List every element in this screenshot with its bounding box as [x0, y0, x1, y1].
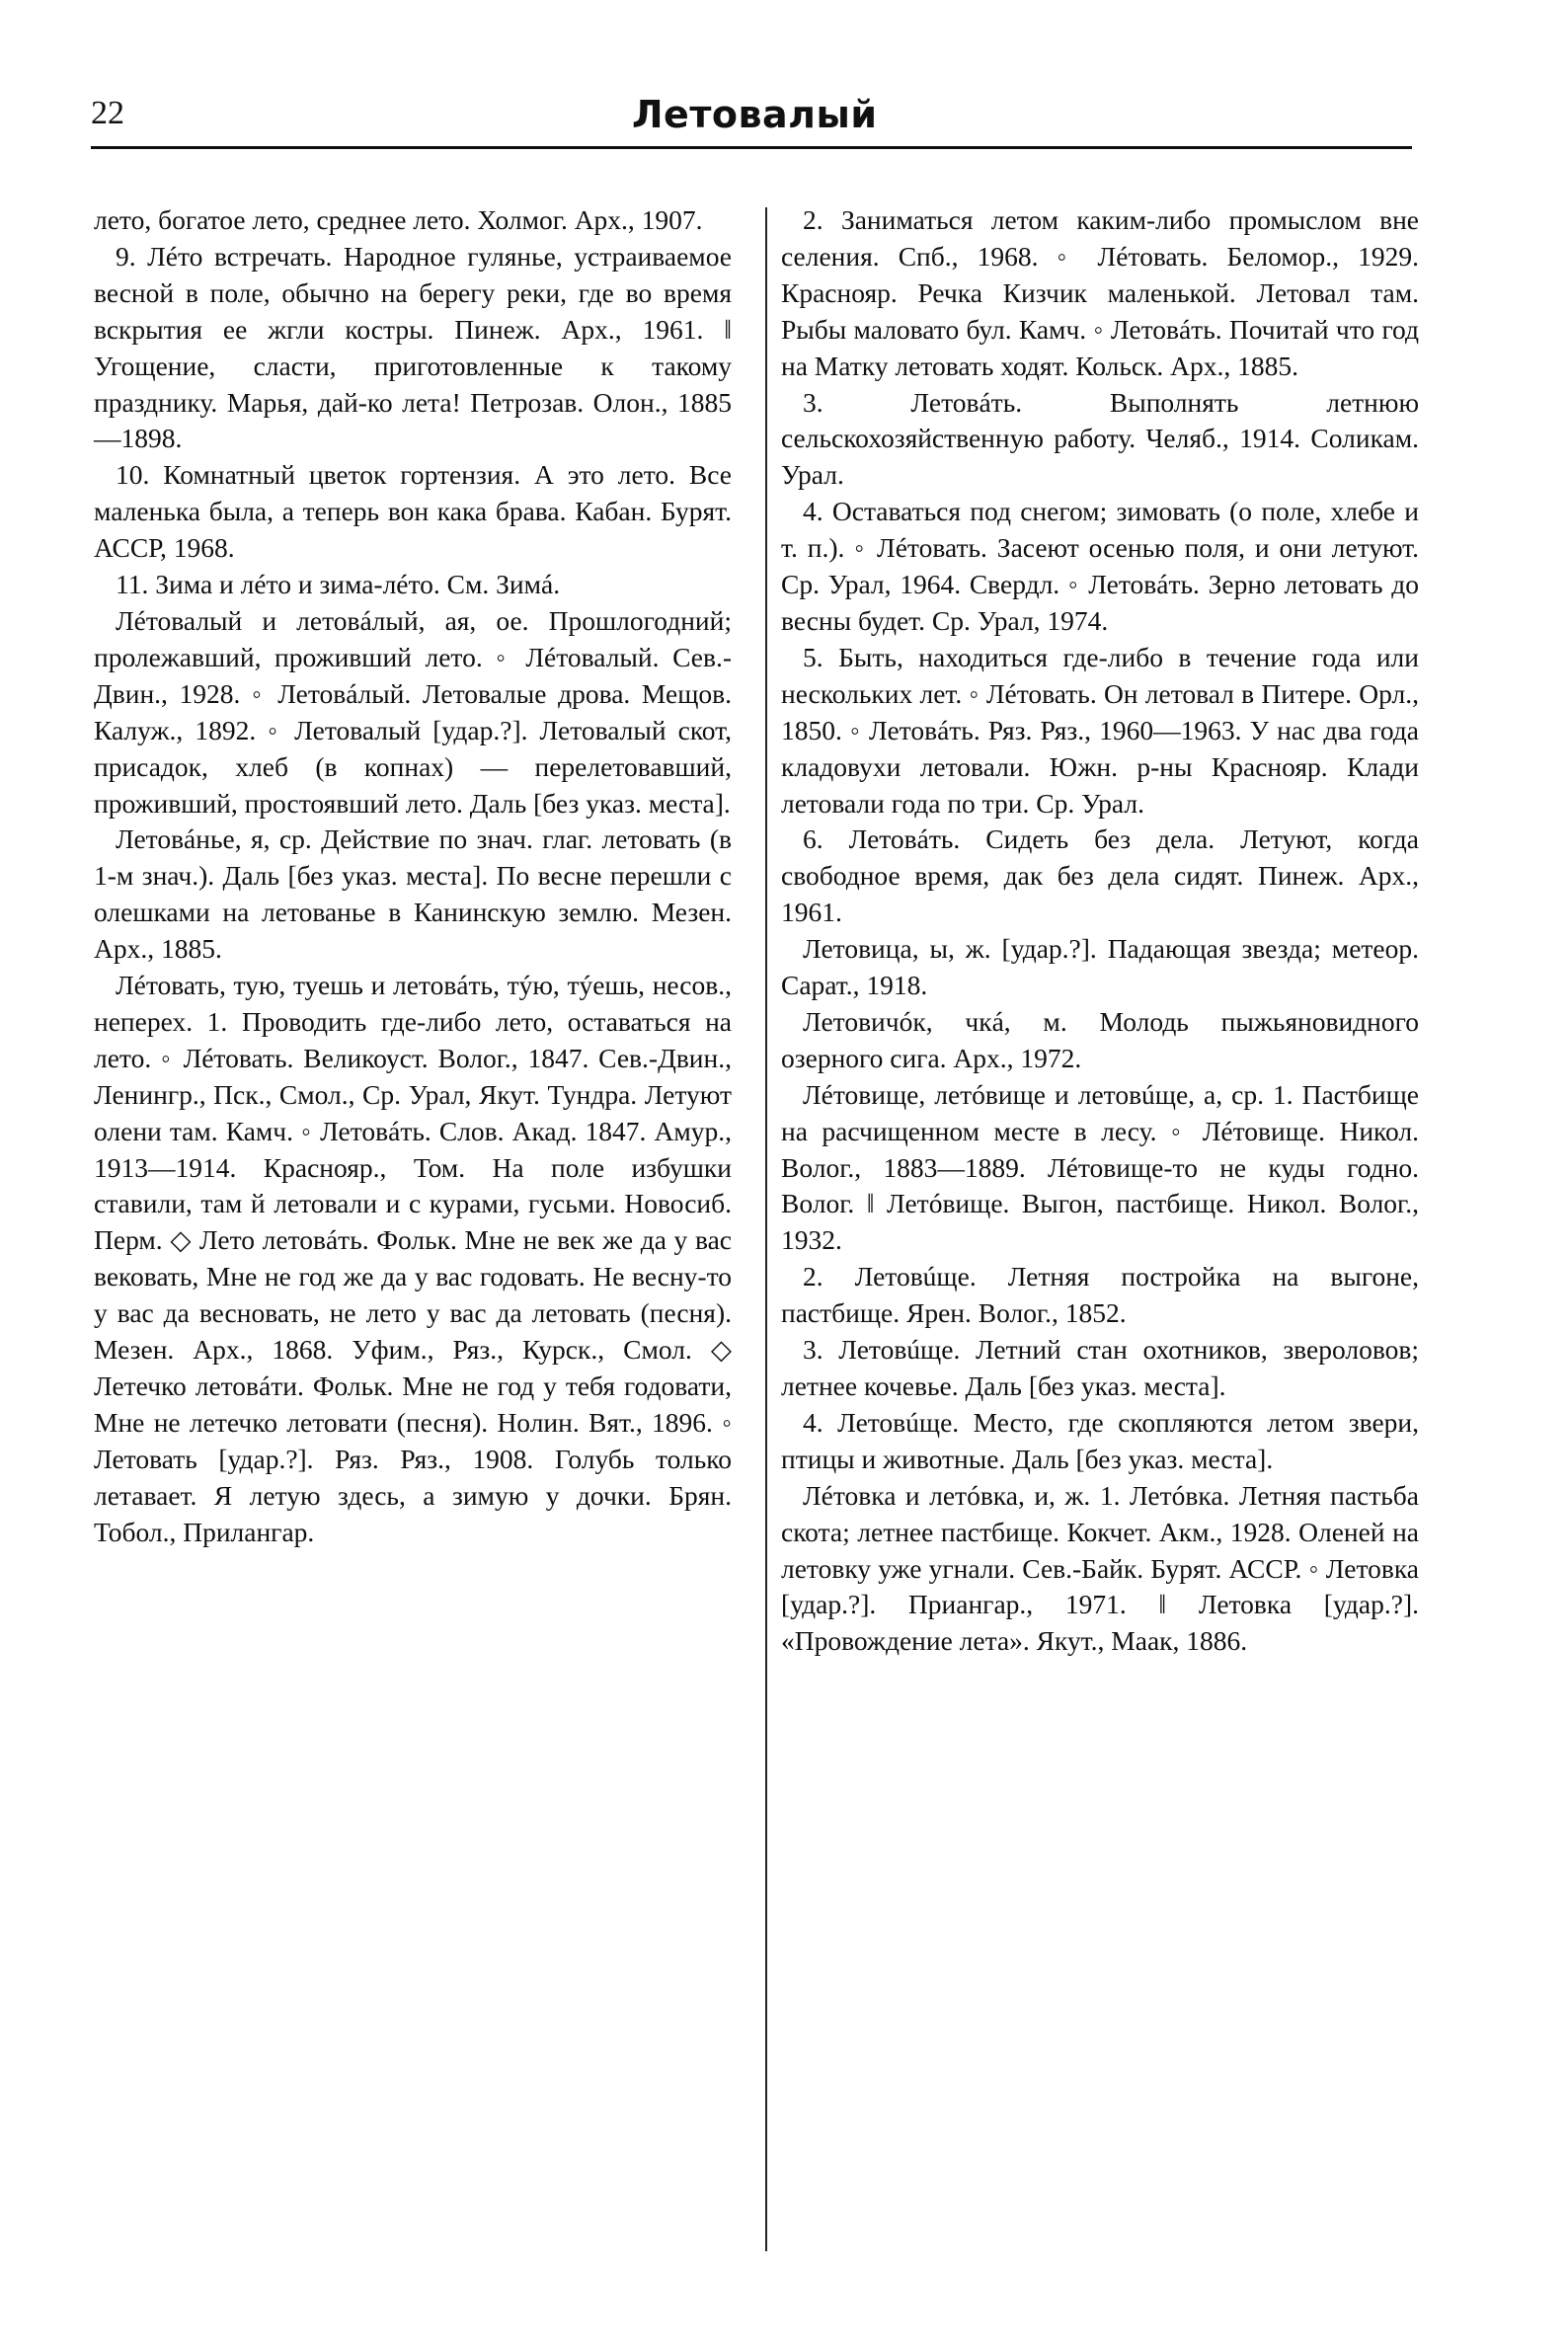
sense-2: 2. Заниматься летом каким-либо промыслом вне селения. Спб., 1968. ◦ Лéтовать. Беломор., 1929. Краснояр. Речка Кизчик маленькой. Летовал там. Рыбы маловато бул. Камч. ◦ Летовáть. Почитай что год на Матку летовать ходят. Кольск. Арх., 1885.	[781, 204, 1419, 381]
page-number: 22	[91, 95, 124, 131]
page-header	[91, 93, 1412, 152]
right-column	[781, 202, 1419, 1660]
sense-6: 6. Летовáть. Сидеть без дела. Летуют, когда свободное время, дак без дела сидят. Пинеж. Арх., 1961.	[781, 823, 1419, 928]
sense-4: 4. Оставаться под снегом; зимовать (о поле, хлебе и т. п.). ◦ Лéтовать. Засеют осенью поля, и они летуют. Ср. Урал, 1964. Свердл. ◦ Летовáть. Зерно летовать до весны будет. Ср. Урал, 1974.	[781, 496, 1419, 636]
sense-9: 9. Лéто встречать. Народное гулянье, устраиваемое весной в поле, обычно на берегу реки, где во время вскрытия ее жгли костры. Пинеж. Арх., 1961. ‖ Угощение, сласти, приготовленные к такому празднику. Марья, дай-ко лета! Петрозав. Олон., 1885—1898.	[94, 240, 732, 454]
column-divider	[765, 207, 767, 2251]
left-column	[94, 202, 732, 1551]
entry-letovat: Лéтовать, тую, туешь и летовáть, тýю, тýешь, несов., неперех. 1. Проводить где-либо лето, оставаться на лето. ◦ Лéтовать. Великоуст. Волог., 1847. Сев.-Двин., Ленингр., Пск., Смол., Ср. Урал, Якут. Тундра. Летуют олени там. Камч. ◦ Летовáть. Слов. Акад. 1847. Амур., 1913—1914. Краснояр., Том. На поле избушки ставили, там й летовали и с курами, гусьми. Новосиб. Перм. ◇ Лето летовáть. Фольк. Мне не век же да у вас вековать, Мне не год же да у вас годовать. Не весну-то у вас да весновать, не лето у вас да летовать (песня). Мезен. Арх., 1868. Уфим., Ряз., Курск., Смол. ◇ Летечко летовáти. Фольк. Мне не год у тебя годовати, Мне не летечко летовати (песня). Нолин. Вят., 1896. ◦ Летовать [удар.?]. Ряз. Ряз., 1908. Голубь только летавает. Я летую здесь, а зимую у дочки. Брян. Тобол., Прилангар.	[94, 970, 732, 1547]
sense-10: 10. Комнатный цветок гортензия. А это лето. Все маленька была, а теперь вон кака брава. Кабан. Бурят. АССР, 1968.	[94, 459, 732, 564]
entry-letovanye: Летовáнье, я, ср. Действие по знач. глаг. летовать (в 1-м знач.). Даль [без указ. места]. По весне перешли с олешками на летованье в Канинскую землю. Мезен. Арх., 1885.	[94, 823, 732, 965]
entry-letovichok: Летовичóк, чкá, м. Молодь пыжьяновидного озерного сига. Арх., 1972.	[781, 1005, 1419, 1073]
entry-letovitsa: Летовица, ы, ж. [удар.?]. Падающая звезда; метеор. Сарат., 1918.	[781, 933, 1419, 1001]
entry-letovalyi: Лéтовалый и летовáлый, ая, ое. Прошлогодний; пролежавший, проживший лето. ◦ Лéтовалый. Сев.-Двин., 1928. ◦ Летовáлый. Летовалые дрова. Мещов. Калуж., 1892. ◦ Летовалый [удар.?]. Летовалый скот, присадок, хлеб (в копнах) — перелетовавший, проживший, простоявший лето. Даль [без указ. места].	[94, 604, 732, 819]
sense-5: 5. Быть, находиться где-либо в течение года или нескольких лет. ◦ Лéтовать. Он летовал в Питере. Орл., 1850. ◦ Летовáть. Ряз. Ряз., 1960—1963. У нас два года кладовухи летовали. Южн. р-ны Краснояр. Клади летовали года по три. Ср. Урал.	[781, 641, 1419, 819]
entry-letovishche: Лéтовище, летóвище и летовúще, а, ср. 1. Пастбище на расчищенном месте в лесу. ◦ Лéтовище. Никол. Волог., 1883—1889. Лéтовище-то не куды годно. Волог. ‖ Летóвище. Выгон, пастбище. Никол. Волог., 1932.	[781, 1078, 1419, 1256]
sense-3: 3. Летовáть. Выполнять летнюю сельскохозяйственную работу. Челяб., 1914. Соликам. Урал.	[781, 386, 1419, 491]
entry-fragment: лето, богатое лето, среднее лето. Холмог. Арх., 1907.	[94, 204, 703, 235]
running-head: Летовалый	[632, 93, 878, 136]
sense-11: 11. Зима и лéто и зима-лéто. См. Зимá.	[116, 569, 561, 600]
letovishche-sense-4: 4. Летовúще. Место, где скопляются летом звери, птицы и животные. Даль [без указ. места].	[781, 1406, 1419, 1474]
letovishche-sense-3: 3. Летовúще. Летний стан охотников, звероловов; летнее кочевье. Даль [без указ. места].	[781, 1334, 1419, 1401]
header-rule	[91, 146, 1412, 149]
letovishche-sense-2: 2. Летовúще. Летняя постройка на выгоне, пастбище. Ярен. Волог., 1852.	[781, 1261, 1419, 1329]
entry-letovka: Лéтовка и летóвка, и, ж. 1. Летóвка. Летняя пастьба скота; летнее пастбище. Кокчет. Акм., 1928. Оленей на летовку уже угнали. Сев.-Байк. Бурят. АССР. ◦ Летовка [удар.?]. Приангар., 1971. ‖ Летовка [удар.?]. «Провождение лета». Якут., Маак, 1886.	[781, 1479, 1419, 1657]
